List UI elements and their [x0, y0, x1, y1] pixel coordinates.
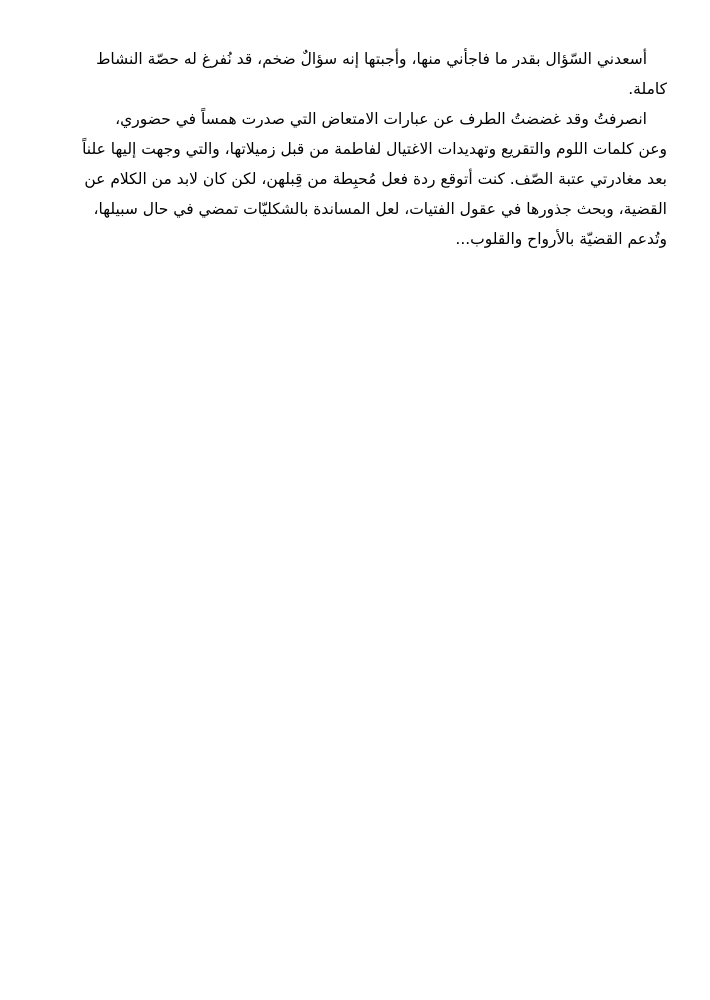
- paragraph-line: كاملة.: [628, 80, 667, 98]
- paragraph-line: أسعدني السّؤال بقدر ما فاجأني منها، وأجبتها إنه سؤالٌ ضخم، قد نُفرغ له حصّة النشاط: [96, 50, 647, 68]
- paragraph-line: بعد مغادرتي عتبة الصّف. كنت أتوقع ردة فعل مُحبِطة من قِبلهن، لكن كان لابد من الكلام عن: [84, 170, 667, 188]
- paragraph-line: القضية، وبحث جذورها في عقول الفتيات، لعل المساندة بالشكليّات تمضي في حال سبيلها،: [93, 200, 667, 218]
- paragraph-1: [43, 44, 667, 104]
- article-text: [43, 44, 667, 254]
- paragraph-line: وعن كلمات اللوم والتقريع وتهديدات الاغتيال لفاطمة من قبل زميلاتها، والتي وجهت إليها علناً: [82, 140, 667, 158]
- paragraph-line: انصرفتُ وقد غضضتُ الطرف عن عبارات الامتعاض التي صدرت همساً في حضوري،: [115, 110, 647, 128]
- paragraph-line: وتُدعم القضيّة بالأرواح والقلوب...: [455, 230, 667, 248]
- paragraph-2: [43, 104, 667, 254]
